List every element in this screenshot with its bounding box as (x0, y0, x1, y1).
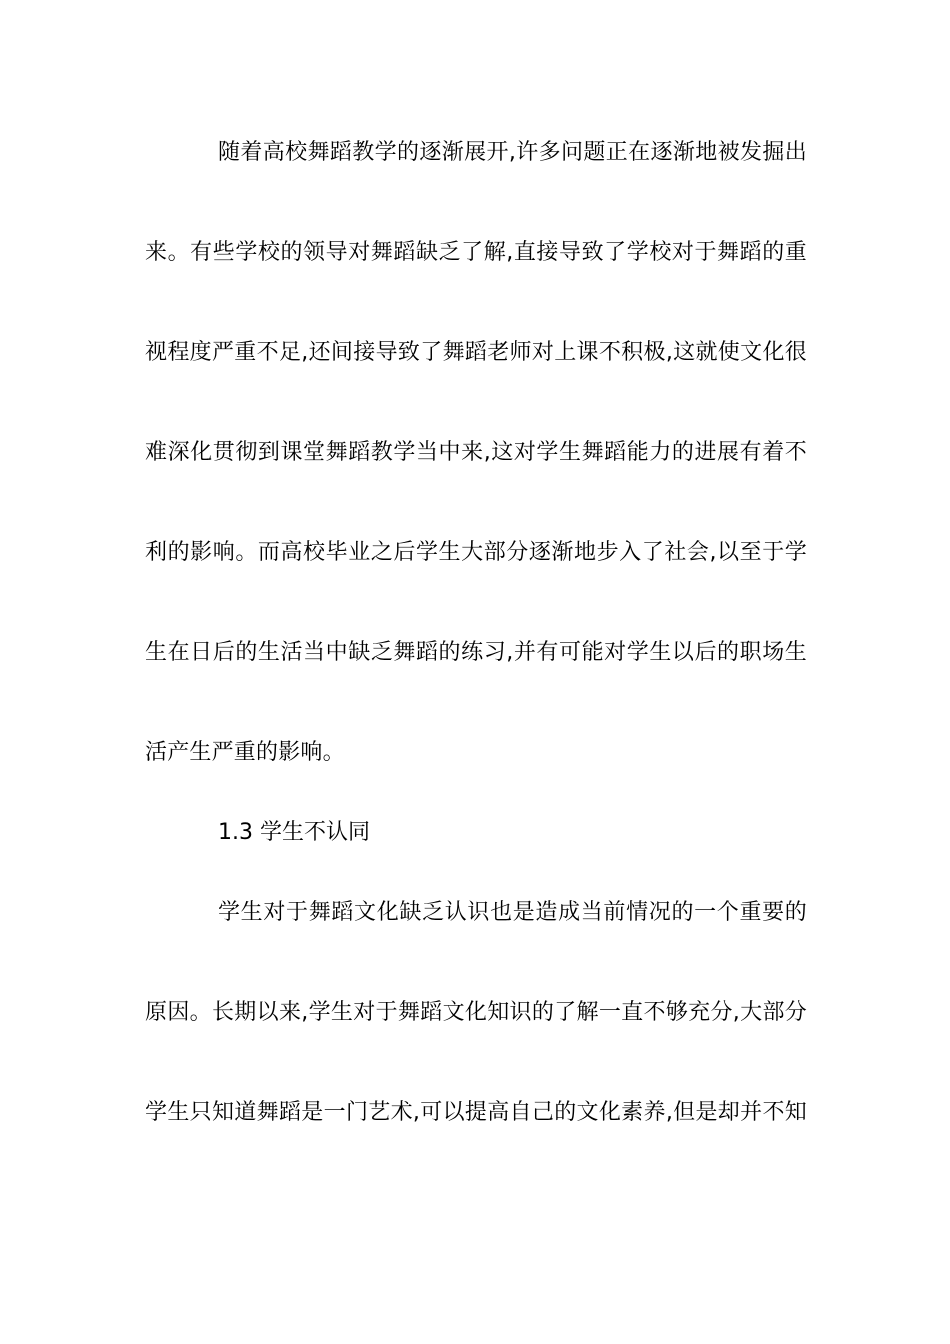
paragraph-1-line-1: 随着高校舞蹈教学的逐渐展开,许多问题正在逐渐地被发掘出 (218, 140, 807, 165)
paragraph-2-line-3: 学生只知道舞蹈是一门艺术,可以提高自己的文化素养,但是却并不知 (145, 1100, 807, 1125)
paragraph-1-line-2: 来。有些学校的领导对舞蹈缺乏了解,直接导致了学校对于舞蹈的重 (145, 240, 807, 265)
paragraph-1-line-7: 活产生严重的影响。 (145, 740, 345, 765)
paragraph-2-line-1: 学生对于舞蹈文化缺乏认识也是造成当前情况的一个重要的 (218, 900, 807, 925)
paragraph-2-line-2: 原因。长期以来,学生对于舞蹈文化知识的了解一直不够充分,大部分 (145, 1000, 807, 1025)
paragraph-1-line-4: 难深化贯彻到课堂舞蹈教学当中来,这对学生舞蹈能力的进展有着不 (145, 440, 807, 465)
paragraph-1-line-6: 生在日后的生活当中缺乏舞蹈的练习,并有可能对学生以后的职场生 (145, 640, 807, 665)
section-heading: 1.3 学生不认同 (218, 820, 370, 845)
paragraph-1-line-5: 利的影响。而高校毕业之后学生大部分逐渐地步入了社会,以至于学 (145, 540, 807, 565)
paragraph-1-line-3: 视程度严重不足,还间接导致了舞蹈老师对上课不积极,这就使文化很 (145, 340, 807, 365)
